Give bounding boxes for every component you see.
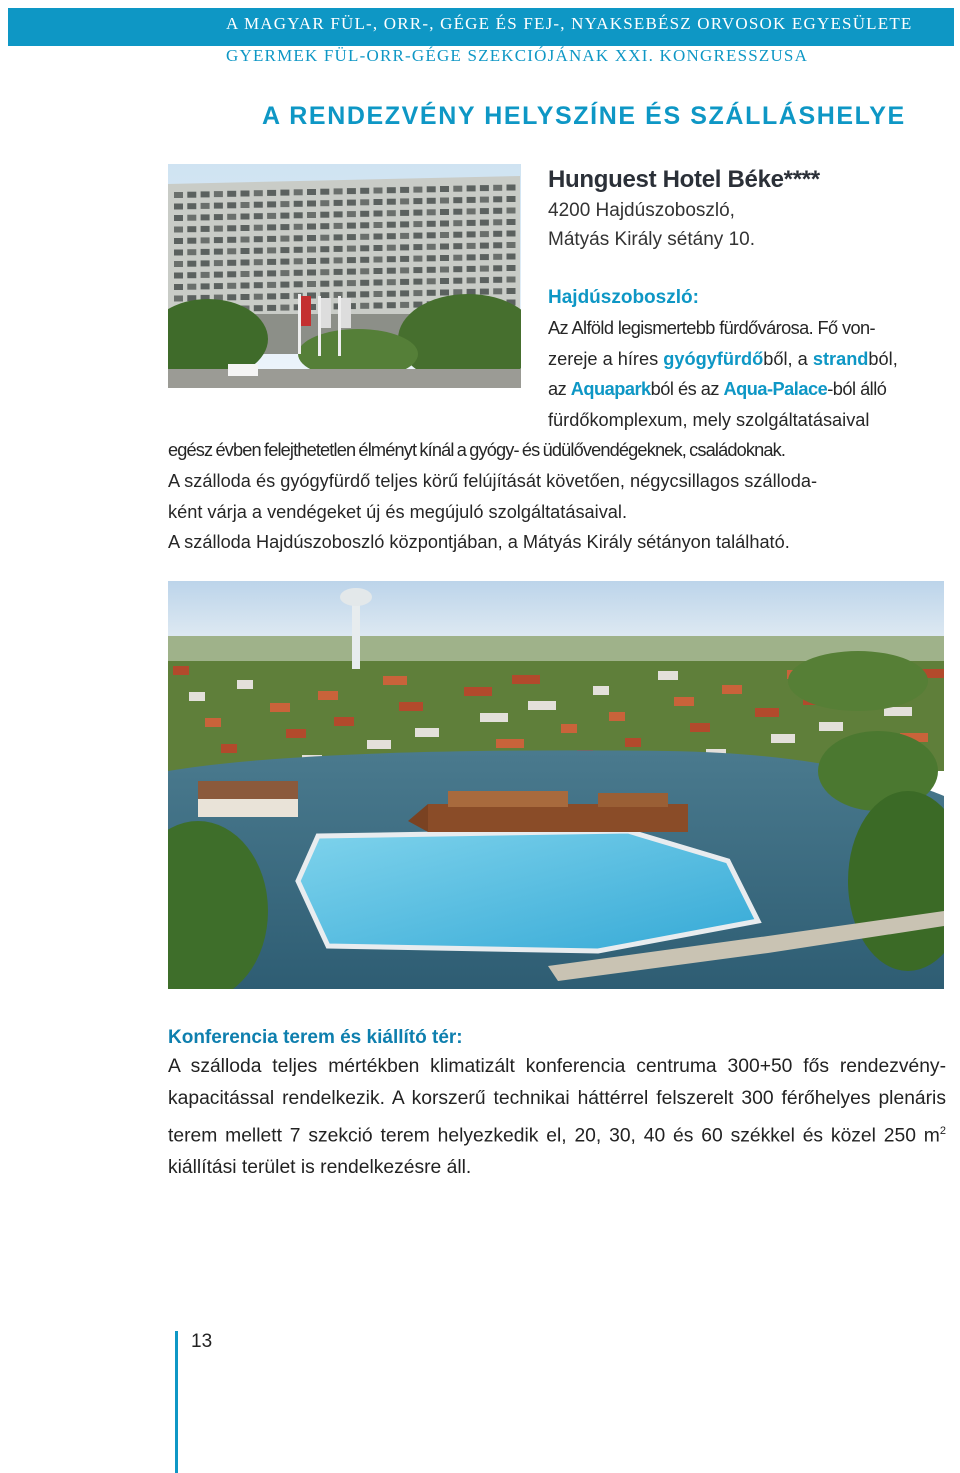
- city-text-line: egész évben felejthetetlen élményt kínál a gyógy- és üdülővendégeknek, családoknak.: [168, 440, 786, 460]
- conference-heading: Konferencia terem és kiállító tér:: [168, 1027, 463, 1048]
- city-text-line: Az Alföld legismertebb fürdővárosa. Fő von-: [548, 318, 876, 338]
- superscript-2: 2: [939, 1125, 946, 1137]
- header-congress-title: GYERMEK FÜL-ORR-GÉGE SZEKCIÓJÁNAK XXI. KONGRESSZUSA: [226, 46, 809, 65]
- hotel-name: Hunguest Hotel Béke****: [548, 166, 820, 193]
- header-association-title: A MAGYAR FÜL-, ORR-, GÉGE ÉS FEJ-, NYAKSEBÉSZ ORVOSOK EGYESÜLETE: [226, 14, 913, 33]
- hotel-address-line1: 4200 Hajdúszoboszló,: [548, 200, 735, 221]
- highlight-strand: strand: [812, 349, 869, 369]
- highlight-aqua-palace: Aqua-Palace: [723, 379, 828, 399]
- aerial-lake-photo: [168, 581, 944, 989]
- hotel-location-line: A szálloda Hajdúszoboszló központjában, a Mátyás Király sétányon található.: [168, 532, 790, 552]
- hotel-description-line: A szálloda és gyógyfürdő teljes körű felújítását követően, négycsillagos szálloda-: [168, 471, 818, 491]
- highlight-aquapark: Aquapark: [570, 379, 651, 399]
- page-number: 13: [191, 1331, 213, 1352]
- city-text-line: zereje a híres gyógyfürdőből, a strandból,: [548, 349, 898, 369]
- hotel-address-line2: Mátyás Király sétány 10.: [548, 229, 755, 250]
- highlight-gyogyfurdo: gyógyfürdő: [663, 349, 764, 369]
- city-text-line: fürdőkomplexum, mely szolgáltatásaival: [548, 410, 870, 430]
- page-number-rule: [175, 1331, 178, 1473]
- hotel-photo: [168, 164, 521, 388]
- section-title: A RENDEZVÉNY HELYSZÍNE ÉS SZÁLLÁSHELYE: [262, 102, 906, 130]
- city-text-line: az Aquaparkból és az Aqua-Palace-ból álló: [548, 379, 887, 399]
- hotel-description-line: ként várja a vendégeket új és megújuló szolgáltatásaival.: [168, 502, 628, 522]
- city-heading: Hajdúszoboszló:: [548, 287, 699, 308]
- conference-text: A szálloda teljes mértékben klimatizált konferencia centruma 300+50 fős rendezvény-kapacitással rendelkezik. A korszerű technikai háttérrel felszerelt 300 férőhelyes plenáris terem mellett 7 szekció terem helyezkedik el, 20, 30, 40 és 60 székkel és közel 250 $m^2$ kiállítási terület is rendelkezésre áll.: [168, 1056, 946, 1179]
